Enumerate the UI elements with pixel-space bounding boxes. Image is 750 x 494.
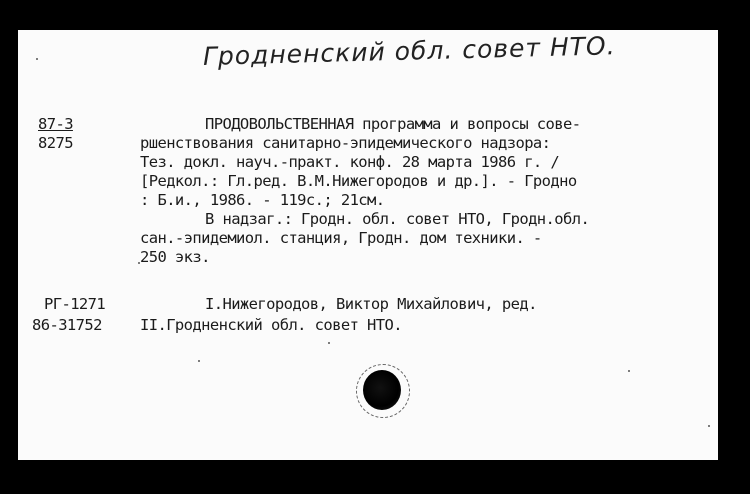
handwritten-heading: Гродненский обл. совет НТО. (202, 31, 616, 71)
speck (328, 342, 330, 344)
description-line-2: ршенствования санитарно-эпидемического надзора: (140, 134, 551, 152)
call-number-2-top: РГ-1271 (44, 295, 106, 313)
description-line-4: [Редкол.: Гл.ред. В.М.Нижегородов и др.]. - Гродно (140, 172, 577, 190)
description-line-8: 250 экз. (140, 248, 210, 266)
speck (628, 370, 630, 372)
call-number-2-bottom: 86-31752 (32, 316, 102, 334)
description-line-3: Тез. докл. науч.-практ. конф. 28 марта 1986 г. / (140, 153, 560, 171)
call-number-top: 87-3 (38, 115, 73, 133)
tracing-line-2: II.Гродненский обл. совет НТО. (140, 316, 402, 334)
speck (198, 360, 200, 362)
catalog-card (18, 30, 718, 460)
call-number-bottom: 8275 (38, 134, 73, 152)
speck (36, 58, 38, 60)
description-line-1: ПРОДОВОЛЬСТВЕННАЯ программа и вопросы сове- (205, 115, 581, 133)
description-line-5: : Б.и., 1986. - 119с.; 21см. (140, 191, 385, 209)
description-line-6: В надзаг.: Гродн. обл. совет НТО, Гродн.обл. (205, 210, 590, 228)
speck (138, 262, 140, 264)
speck (708, 425, 710, 427)
description-line-7: сан.-эпидемиол. станция, Гродн. дом техники. - (140, 229, 542, 247)
ink-blot (363, 370, 401, 410)
tracing-line-1: I.Нижегородов, Виктор Михайлович, ред. (205, 295, 537, 313)
